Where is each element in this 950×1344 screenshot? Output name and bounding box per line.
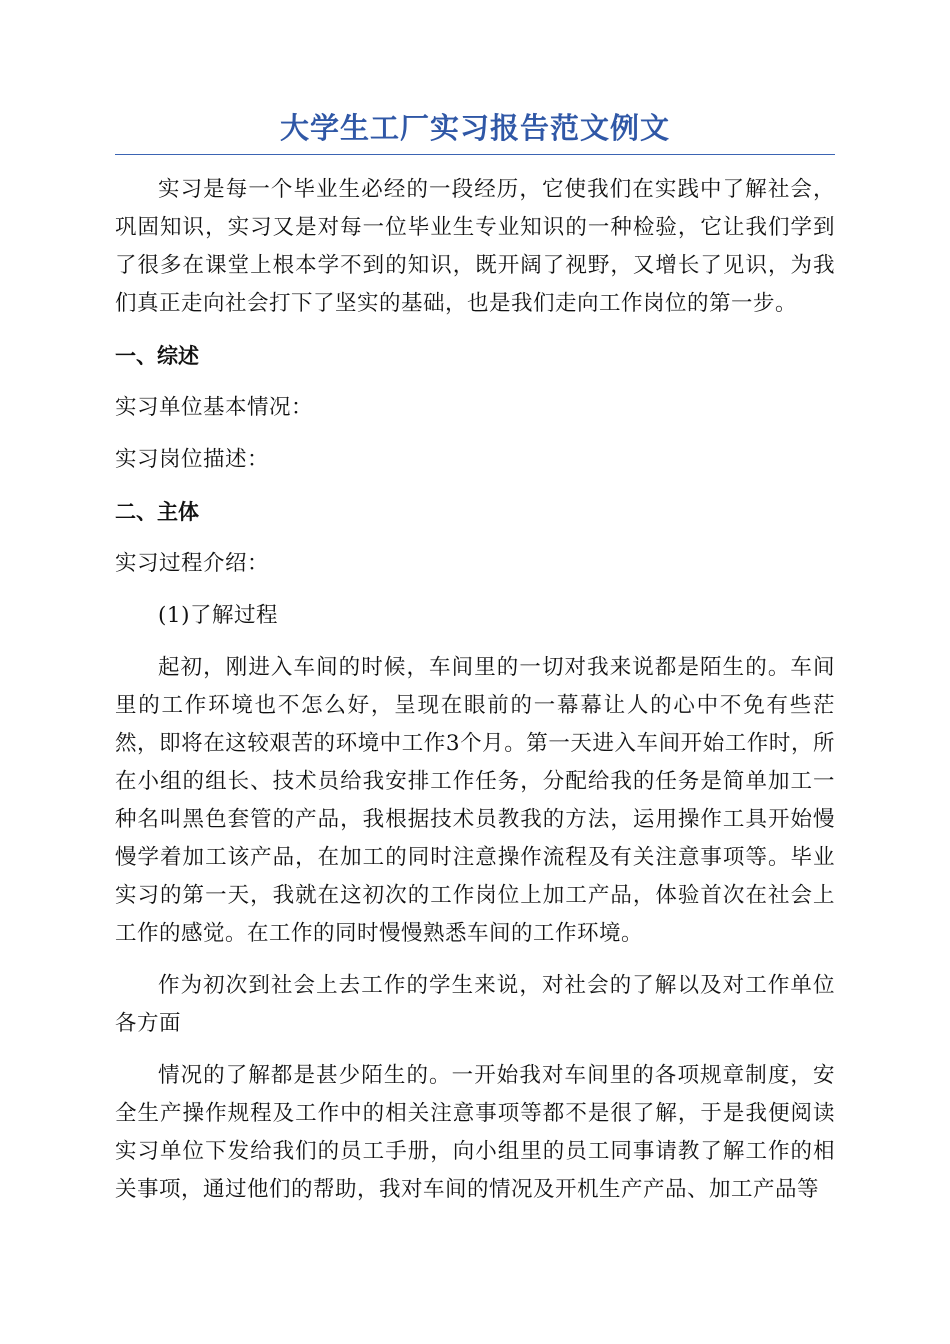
- overview-item-unit: 实习单位基本情况：: [115, 395, 314, 420]
- overview-item-position: 实习岗位描述：: [115, 447, 270, 472]
- body-paragraph-2: 作为初次到社会上去工作的学生来说，对社会的了解以及对工作单位各方面: [115, 973, 835, 1036]
- document-title: 大学生工厂实习报告范文例文: [115, 108, 835, 155]
- main-item-process: 实习过程介绍：: [115, 551, 270, 576]
- section-heading-overview: 一、综述: [115, 344, 199, 368]
- document-page: [115, 108, 835, 1209]
- section-heading-main: 二、主体: [115, 500, 199, 524]
- body-paragraph-1: 起初，刚进入车间的时候，车间里的一切对我来说都是陌生的。车间里的工作环境也不怎么好，呈现在眼前的一幕幕让人的心中不免有些茫然，即将在这较艰苦的环境中工作3个月。第一天进入车间开始工作时，所在小组的组长、技术员给我安排工作任务，分配给我的任务是简单加工一种名叫黑色套管的产品，我根据技术员教我的方法，运用操作工具开始慢慢学着加工该产品，在加工的同时注意操作流程及有关注意事项等。毕业实习的第一天，我就在这初次的工作岗位上加工产品，体验首次在社会上工作的感觉。在工作的同时慢慢熟悉车间的工作环境。: [115, 655, 835, 946]
- body-paragraph-3: 情况的了解都是甚少陌生的。一开始我对车间里的各项规章制度，安全生产操作规程及工作中的相关注意事项等都不是很了解，于是我便阅读实习单位下发给我们的员工手册，向小组里的员工同事请教了解工作的相关事项，通过他们的帮助，我对车间的情况及开机生产产品、加工产品等: [115, 1063, 835, 1202]
- intro-paragraph: 实习是每一个毕业生必经的一段经历，它使我们在实践中了解社会，巩固知识，实习又是对每一位毕业生专业知识的一种检验，它让我们学到了很多在课堂上根本学不到的知识，既开阔了视野，又增长了见识，为我们真正走向社会打下了坚实的基础，也是我们走向工作岗位的第一步。: [115, 177, 835, 316]
- subheading-understanding: (1)了解过程: [158, 603, 278, 628]
